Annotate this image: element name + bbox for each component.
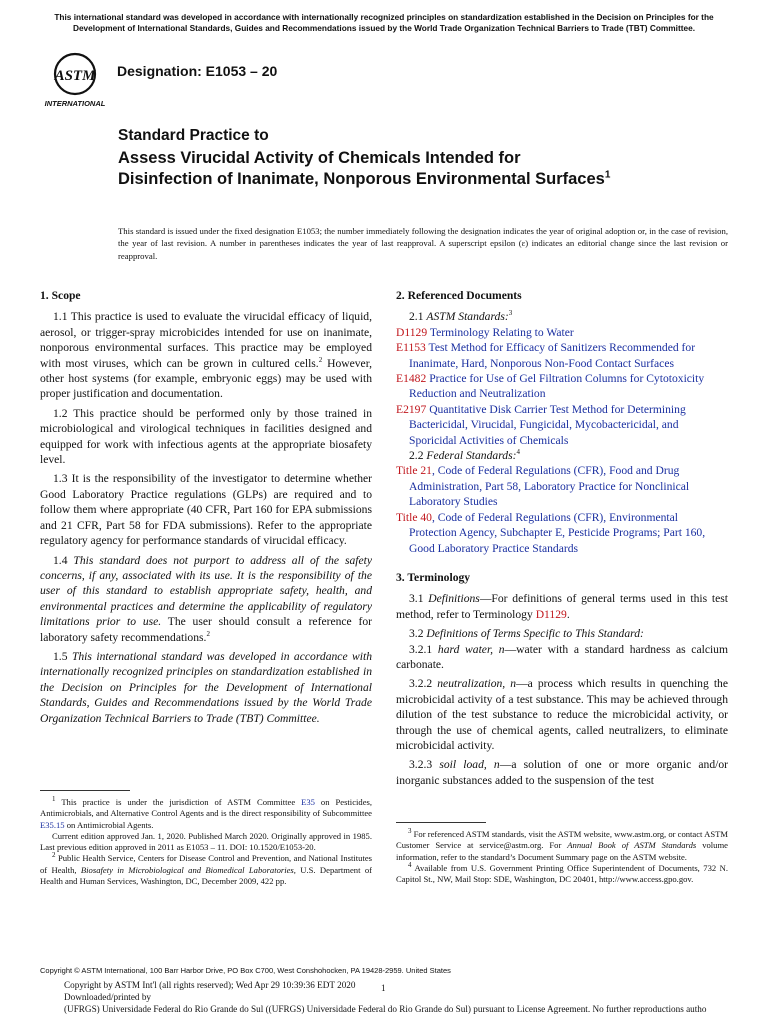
footnote-1-text-b: on Pesticides, Antimicrobials, and Alternative Control Agents and is the direct responsibility of Subcommittee bbox=[40, 797, 373, 819]
terminology-3-2 bbox=[396, 626, 728, 641]
scope-1-2: 1.2 This practice should be performed only by those trained in microbiological and virological techniques in facilities designed and equipped for work with infectious agents at the appropriate biosafety level. bbox=[40, 406, 372, 467]
scope-1-1-text-b: However, other host systems (for example, embryonic eggs) may be used with proper justification and documentation. bbox=[40, 356, 372, 401]
terminology-3-2-1 bbox=[396, 642, 728, 673]
footnote-2-text-a: Public Health Service, Centers for Disease Control and Prevention, and National Institutes of Health, bbox=[40, 853, 372, 875]
footnote-2-italic: Biosafety in Microbiological and Biomedical Laboratories bbox=[80, 864, 294, 875]
scope-1-4 bbox=[40, 553, 372, 645]
copyright-line: Copyright © ASTM International, 100 Barr Harbor Drive, PO Box C700, West Conshohocken, PA 19428-2959. United States bbox=[40, 966, 451, 975]
federal-standards-num: 2.2 bbox=[409, 449, 427, 463]
footnote-1-text-c: on Antimicrobial Agents. bbox=[64, 819, 154, 830]
terminology-3-2-italic: Definitions of Terms Specific to This Standard: bbox=[426, 627, 644, 641]
ref-title[interactable]: Test Method for Efficacy of Sanitizers Recommended for Inanimate, Hard, Nonporous Non-Food Contact Surfaces bbox=[409, 341, 696, 370]
title-footnote-mark: 1 bbox=[604, 169, 611, 181]
terminology-3-2-2-text: —a process which results in quenching the microbicidal activity of a test substance. This may be achieved through dilution of the test substance to reduce the microbicidal activity, or through the use of chemical agents, called neutralizers, to eliminate microbicidal activity. bbox=[396, 677, 728, 752]
footnote-3-text-a: For referenced ASTM standards, visit the ASTM website, www.astm.org, or contact ASTM Customer Service at service@astm.org. For bbox=[396, 829, 728, 851]
footnote-3-text-b: volume information, refer to the standard’s Document Summary page on the ASTM website. bbox=[396, 840, 728, 862]
footnote-1-edition: Current edition approved Jan. 1, 2020. Published March 2020. Originally approved in 1985. Last previous edition approved in 2011 as E1053 – 11. DOI: 10.1520/E1053-20. bbox=[40, 830, 372, 853]
link-e35-15[interactable]: E35.15 bbox=[40, 819, 65, 830]
download-line-2: Downloaded/printed by bbox=[64, 992, 152, 1003]
refdocs-heading: 2. Referenced Documents bbox=[396, 289, 522, 302]
footnote-ref-4[interactable]: 4 bbox=[516, 448, 520, 457]
footnote-1-text-a: This practice is under the jurisdiction of ASTM Committee bbox=[61, 797, 302, 807]
footnote-divider bbox=[396, 822, 486, 823]
footnote-ref-2[interactable]: 2 bbox=[318, 355, 323, 364]
ref-title[interactable]: Terminology Relating to Water bbox=[429, 325, 574, 339]
ref-code[interactable]: E1153 bbox=[396, 341, 426, 355]
scope-1-5-italic: This international standard was developed in accordance with internationally recognized principles on standardization established in the Decision on Principles for the Development of International Standards, Guides and Recommendations issued by the World Trade Organization Technical Barriers to Trade (TBT) Committee. bbox=[40, 649, 372, 725]
scope-1-5-num: 1.5 bbox=[53, 649, 72, 663]
page-title bbox=[118, 148, 618, 190]
ref-title-40[interactable] bbox=[396, 510, 728, 556]
footnote-4: $^4$ Available from U.S. Government Printing Office Superintendent of Documents, 732 N. Capitol St., NW, Mail Stop: SDE, Washington, DC 20401, http://www.access.gpo.gov. bbox=[396, 861, 728, 885]
terminology-3-1-text: —For definitions of general terms used in this test method, refer to Terminology bbox=[396, 592, 728, 621]
ref-code[interactable]: D1129 bbox=[396, 325, 428, 339]
astm-standards-text: ASTM Standards: bbox=[426, 310, 509, 324]
scope-heading: 1. Scope bbox=[40, 289, 81, 302]
terminology-3-2-1-num: 3.2.1 bbox=[409, 642, 438, 656]
link-d1129[interactable]: D1129 bbox=[535, 607, 567, 621]
terminology-3-2-3-num: 3.2.3 bbox=[409, 758, 440, 772]
terminology-3-1-italic: Definitions bbox=[428, 592, 480, 606]
ref-code[interactable]: E1482 bbox=[396, 372, 427, 386]
scope-1-3: 1.3 It is the responsibility of the investigator to determine whether Good Laboratory Practice regulations (GLPs) are required and to follow them where appropriate (40 CFR, Part 160 for EPA submissions and 21 CFR, Part 58 for FDA submissions). Refer to the appropriate regulatory agency for performance standards of virucidal efficacy. bbox=[40, 472, 372, 548]
terminology-3-2-3-text: —a solution of one or more organic and/or inorganic substances added to the suspension of the test bbox=[396, 758, 728, 787]
footnote-4-text: Available from U.S. Government Printing Office Superintendent of Documents, 732 N. Capitol St., NW, Mail Stop: SDE, Washington, DC 20401, http://www.access.gpo.gov. bbox=[396, 862, 728, 885]
ref-code[interactable]: Title 21 bbox=[396, 464, 432, 478]
terminology-3-1 bbox=[396, 591, 728, 622]
right-column bbox=[396, 288, 728, 792]
scope-1-5 bbox=[40, 649, 372, 726]
term-soil-load: soil load, n bbox=[439, 758, 500, 772]
federal-standards-label bbox=[396, 448, 728, 463]
download-line-3: (UFRGS) Universidade Federal do Rio Grande do Sul ((UFRGS) Universidade Federal do Rio Grande do Sul) pursuant to License Agreement. No further reproductions autho bbox=[64, 1004, 707, 1015]
terminology-3-1-num: 3.1 bbox=[409, 592, 429, 606]
terminology-3-2-2-num: 3.2.2 bbox=[409, 677, 438, 691]
astm-standards-label bbox=[396, 309, 728, 324]
ref-code[interactable]: Title 40 bbox=[396, 510, 432, 524]
ref-title[interactable]: Practice for Use of Gel Filtration Columns for Cytotoxicity Reduction and Neutralization bbox=[409, 372, 705, 401]
astm-logo bbox=[38, 50, 112, 108]
astm-logo-text: ASTM bbox=[54, 68, 96, 84]
link-e35[interactable]: E35 bbox=[301, 797, 315, 807]
footnotes-left bbox=[40, 790, 372, 887]
footnote-ref-3[interactable]: 3 bbox=[508, 309, 513, 318]
astm-standards-num: 2.1 bbox=[409, 310, 427, 324]
ref-title[interactable]: , Code of Federal Regulations (CFR), Food and Drug Administration, Part 58, Laboratory Practice for Nonclinical Laboratory Studies bbox=[409, 464, 690, 509]
top-notice: This international standard was developed in accordance with internationally recognized principles on standardization established in the Decision on Principles for the Development of International Standards, Guides and Recommendations issued by the World Trade Organization Technical Barriers to Trade (TBT) Committee. bbox=[54, 12, 714, 33]
ref-e2197[interactable] bbox=[396, 402, 728, 448]
scope-1-1-text-a: 1.1 This practice is used to evaluate the virucidal efficacy of liquid, aerosol, or trigger-spray microbicides intended for use on inanimate, nonporous environmental surfaces. This practice may be employed with most viruses, which can be grown in cultured cells. bbox=[40, 310, 372, 370]
footnotes-right bbox=[396, 822, 728, 885]
terminology-heading: 3. Terminology bbox=[396, 570, 471, 584]
download-line-1: Copyright by ASTM Int'l (all rights reserved); Wed Apr 29 10:39:36 EDT 2020 bbox=[64, 980, 356, 990]
ref-d1129[interactable] bbox=[396, 325, 728, 340]
terminology-3-2-2 bbox=[396, 676, 728, 753]
footnote-2-text-b: , U.S. Department of Health and Human Services, Washington, DC, December 2009, 422 pp. bbox=[40, 864, 373, 887]
terminology-3-2-num: 3.2 bbox=[409, 627, 427, 641]
term-hard-water: hard water, n bbox=[437, 642, 505, 656]
footnote-divider bbox=[40, 790, 130, 791]
footnote-2: $^2$ Public Health Service, Centers for Disease Control and Prevention, and National Institutes of Health, Biosafety in Microbiological and Biomedical Laboratories, U.S. Department of Health and Human Services, Washington, DC, December 2009, 422 pp. bbox=[40, 851, 373, 887]
ref-title[interactable]: Quantitative Disk Carrier Test Method for Determining Bactericidal, Virucidal, Fungicidal, Mycobactericidal, and Sporicidal Activities of Chemicals bbox=[409, 402, 686, 447]
ref-e1153[interactable] bbox=[396, 340, 728, 371]
page-number: 1 bbox=[381, 983, 386, 993]
footnote-3: $^3$ For referenced ASTM standards, visit the ASTM website, www.astm.org, or contact ASTM Customer Service at service@astm.org. For Annual Book of ASTM Standards volume information, refer to the standard’s Document Summary page on the ASTM website. bbox=[396, 827, 728, 862]
terminology-3-2-3 bbox=[396, 757, 728, 788]
title-prefix: Standard Practice to bbox=[118, 127, 269, 144]
download-notice bbox=[64, 979, 768, 1016]
left-column bbox=[40, 288, 372, 730]
footnote-ref-2b[interactable]: 2 bbox=[206, 629, 210, 638]
title-text: Assess Virucidal Activity of Chemicals Intended for Disinfection of Inanimate, Nonporous Environmental Surfaces bbox=[118, 149, 605, 188]
ref-code[interactable]: E2197 bbox=[396, 402, 427, 416]
ref-title[interactable]: , Code of Federal Regulations (CFR), Environmental Protection Agency, Subchapter E, Pesticide Programs; Part 160, Good Laboratory Practice Standards bbox=[409, 510, 706, 555]
scope-1-1 bbox=[40, 309, 372, 401]
term-neutralization: neutralization, n bbox=[437, 677, 517, 691]
footnote-3-italic: Annual Book of ASTM Standards bbox=[567, 840, 697, 851]
scope-1-4-rest: The user should consult a reference for laboratory safety recommendations. bbox=[40, 615, 372, 644]
ref-e1482[interactable] bbox=[396, 371, 728, 402]
footnote-1: $^1$ This practice is under the jurisdiction of ASTM Committee E35 on Pesticides, Antimicrobials, and Alternative Control Agents and is the direct responsibility of Subcommittee E35.15 on Antimicrobial Agents. bbox=[40, 795, 373, 830]
ref-title-21[interactable] bbox=[396, 463, 728, 509]
scope-1-4-num: 1.4 bbox=[53, 553, 74, 567]
scope-1-4-italic: This standard does not purport to address all of the safety concerns, if any, associated with its use. It is the responsibility of the user of this standard to establish appropriate safety, health, and environmental practices and determine the applicability of regulatory limitations prior to use. bbox=[40, 553, 373, 629]
terminology-3-2-1-text: —water with a standard hardness as calcium carbonate. bbox=[396, 642, 728, 671]
terminology-3-1-end: . bbox=[566, 607, 570, 621]
federal-standards-text: Federal Standards: bbox=[426, 449, 517, 463]
issue-note: This standard is issued under the fixed designation E1053; the number immediately following the designation indicates the year of original adoption or, in the case of revision, the year of last revision. A number in parentheses indicates the year of last reapproval. A superscript epsilon (ε) indicates an editorial change since the last revision or reapproval. bbox=[118, 226, 728, 261]
astm-logo-subtext: INTERNATIONAL bbox=[44, 99, 106, 108]
designation: Designation: E1053 – 20 bbox=[117, 63, 278, 79]
